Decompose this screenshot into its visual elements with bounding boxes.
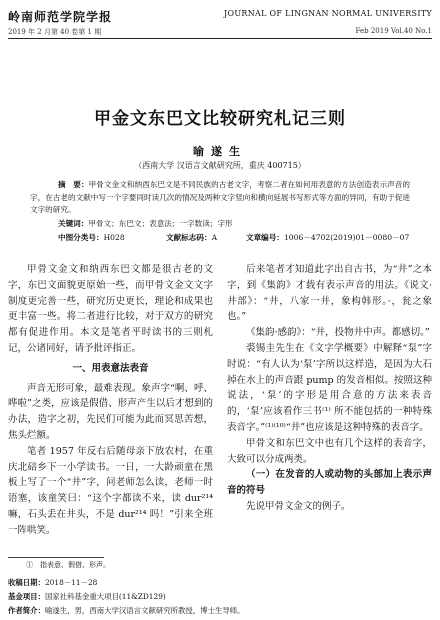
fund-info <box>8 591 166 602</box>
body-paragraph: 甲骨文和东巴文中也有几个这样的表音字，大致可以分成两类。 <box>227 437 432 465</box>
keywords <box>58 218 233 229</box>
journal-issue-en: Feb 2019 Vol.40 No.1 <box>355 27 432 35</box>
body-paragraph: 甲骨文金文和纳西东巴文都是很古老的文字，东巴文面貌更原始一些，而甲骨文金文文字制度更完善一些，研究历史更长，理论和成果也更丰富一些。将二者进行比较，对于双方的研究都有促进作用。本文是笔者平时读书的三则札记，公诸同好，请予批评指正。 <box>8 264 213 354</box>
author-bio-value: 喻遂生，男，西南大学汉语言文献研究所教授，博士生导师。 <box>44 606 245 615</box>
clc-label: 中图分类号： <box>58 233 104 242</box>
article-title: 甲金文东巴文比较研究札记三则 <box>94 109 346 129</box>
abstract-text: 甲骨文金文和纳西东巴文是不同民族的古老文字，考察二者在如何用表意的方法创造表示声音的字，在古老的文献中写一个字要同时读几次的情况及两种文字竖向和横向延展书写形式等方面的异同，有助于促进文字的研究。 <box>30 180 411 214</box>
article-no-value: 1006－4702(2019)01－0080－07 <box>283 233 410 242</box>
article-no-label: 文章编号： <box>246 233 284 242</box>
body-column-left <box>8 262 213 539</box>
received-label: 收稿日期： <box>8 578 45 587</box>
author-bio <box>8 605 245 616</box>
body-paragraph: 笔者 1957 年反右后随母亲下放农村，在重庆北碚乡下一小学读书。一日，一大龄顽童在黑板上写了一个“井”字，问老师怎么读，老师一时语塞，该童笑曰：“这个字都读不来，读 dur²¹⁴ 嘛，石头丢在井头，不是 dur²¹⁴ 吗！”引来全班一阵哄笑。 <box>8 445 213 536</box>
clc-value: H028 <box>103 233 125 242</box>
classification-line <box>58 232 438 243</box>
author-affiliation: （西南大学 汉语言文献研究所，重庆 400715） <box>134 161 306 170</box>
fund-value: 国家社科基金重大项目(11&ZD129) <box>44 592 166 601</box>
body-paragraph: 后来笔者才知道此字出自古书，为“井”之本字，到《集韵》才载有表示声音的用法。《说文·井部》：“井，八家一井，象构韩形。·，瓮之象也。” <box>227 264 432 323</box>
abstract-label: 摘 要： <box>58 180 89 189</box>
journal-issue-cn: 2019 年 2 月第 40 卷第 1 期 <box>8 28 102 36</box>
body-paragraph: 先说甲骨文金文的例子。 <box>246 500 351 512</box>
received-date <box>8 577 97 588</box>
doc-code-value: A <box>211 233 218 242</box>
keywords-text: 甲骨文；东巴文；表意法；一字数读；字形 <box>88 219 233 228</box>
article-author: 喻遂生 <box>193 145 247 158</box>
author-bio-label: 作者简介： <box>8 606 45 615</box>
body-paragraph: 裘锡圭先生在《文字学概要》中解释“泵”字时说：“有人认为‘泵’字所以这样造，是因为大石掉在水上的声音跟 pump 的发音相似。按照这种说法，‘泵’的字形是用合意的方法来表音的，‘泵’应该看作三书⁽¹⁾ 所不能包括的一种特殊表音字。”⁽¹⁾⁽¹⁰⁾“井”也应该是这种特殊的表音字。 <box>227 342 432 433</box>
section-heading: 一、用表意法表音 <box>72 362 149 374</box>
journal-name-en: JOURNAL OF LINGNAN NORMAL UNIVERSITY <box>223 9 432 18</box>
body-column-right <box>227 262 432 515</box>
footnote-rule <box>8 557 104 558</box>
fund-label: 基金项目： <box>8 592 45 601</box>
body-paragraph: 声音无形可象，最难表现。象声字“啊、呼、哗啦”之类，应该是假借、形声产生以后才想到的办法，造字之初，先民们可能为此而冥思苦想，焦头烂额。 <box>8 382 213 441</box>
subsection-heading: （一）在发音的人或动物的头部加上表示声音的符号 <box>227 469 432 497</box>
body-paragraph: 《集韵·感韵》：“井，投物井中声。都感切。” <box>246 327 430 339</box>
journal-name-cn: 岭南师范学院学报 <box>8 10 113 24</box>
abstract <box>30 179 410 217</box>
received-value: 2018－11－28 <box>44 578 98 587</box>
keywords-label: 关键词： <box>58 219 89 228</box>
footnote: ① 指表意、假借、形声。 <box>26 561 110 569</box>
doc-code-label: 文献标志码： <box>166 233 212 242</box>
header-rule <box>8 38 432 39</box>
